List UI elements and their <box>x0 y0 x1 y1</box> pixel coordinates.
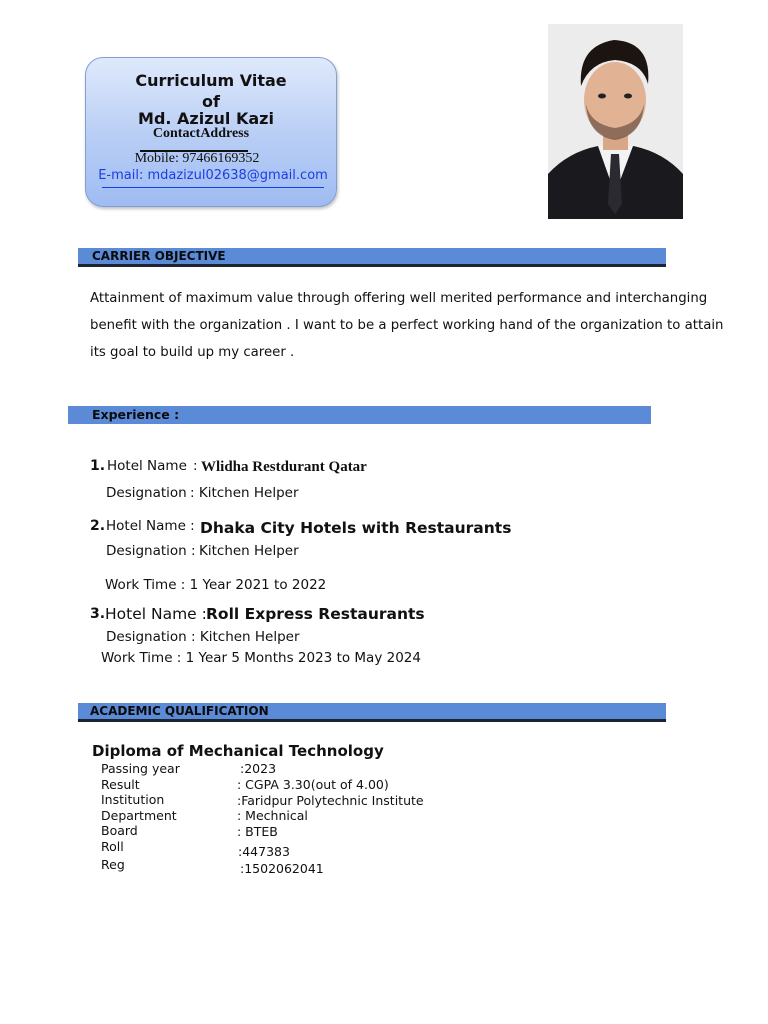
qual-label-institution: Institution <box>101 792 165 807</box>
profile-photo <box>548 24 683 219</box>
section-heading-experience: Experience : <box>68 406 651 424</box>
email-underline <box>102 187 324 188</box>
mobile-number: Mobile: 97466169352 <box>134 151 260 166</box>
objective-text: Attainment of maximum value through offering well merited performance and interchanging benefit with the organization . I want to be a perfect working hand of the organization to attain its goal to build up my career . <box>90 291 724 360</box>
experience-number-1: 1. <box>90 458 106 474</box>
hotel-name-1: Wlidha Restdurant Qatar <box>201 459 367 475</box>
work-time-3: Work Time : 1 Year 5 Months 2023 to May 2024 <box>101 650 421 666</box>
qual-label-board: Board <box>101 823 138 838</box>
qual-label-reg: Reg <box>101 857 125 872</box>
designation-value-2: Kitchen Helper <box>199 543 299 559</box>
degree-title: Diploma of Mechanical Technology <box>92 742 384 760</box>
qual-value-institution: :Faridpur Polytechnic Institute <box>237 793 424 808</box>
hotel-label-3: Hotel Name : <box>105 605 207 623</box>
experience-number-3: 3. <box>90 606 106 622</box>
candidate-name: Md. Azizul Kazi <box>138 109 274 128</box>
hotel-sep-1: : <box>193 458 198 474</box>
hotel-name-3: Roll Express Restaurants <box>206 605 425 623</box>
section-heading-academic: ACADEMIC QUALIFICATION <box>78 703 666 722</box>
designation-value-1: : Kitchen Helper <box>190 485 299 501</box>
qual-value-board: : BTEB <box>237 824 278 839</box>
portrait-icon <box>548 24 683 219</box>
cv-header-box <box>85 57 337 207</box>
qual-value-department: : Mechnical <box>237 808 308 823</box>
qual-value-roll: :447383 <box>238 844 290 859</box>
qual-label-roll: Roll <box>101 839 124 854</box>
hotel-name-2: Dhaka City Hotels with Restaurants <box>200 519 512 537</box>
qual-value-result: : CGPA 3.30(out of 4.00) <box>237 777 389 792</box>
designation-3: Designation : Kitchen Helper <box>106 629 300 645</box>
cv-title: Curriculum Vitae <box>135 71 287 90</box>
hotel-label-2: Hotel Name : <box>106 518 195 534</box>
designation-label-1: Designation <box>106 485 187 501</box>
qual-label-department: Department <box>101 808 177 823</box>
email-link[interactable]: E-mail: mdazizul02638@gmail.com <box>98 168 328 183</box>
designation-label-2: Designation : <box>106 543 196 559</box>
experience-number-2: 2. <box>90 518 106 534</box>
qual-label-result: Result <box>101 777 140 792</box>
work-time-2: Work Time : 1 Year 2021 to 2022 <box>105 577 327 593</box>
section-heading-objective: CARRIER OBJECTIVE <box>78 248 666 267</box>
qual-value-passing-year: :2023 <box>240 761 277 776</box>
hotel-label-1: Hotel Name <box>107 458 187 474</box>
contact-heading: ContactAddress <box>152 126 250 141</box>
cv-title-of: of <box>202 92 220 111</box>
qual-label-passing-year: Passing year <box>101 761 180 776</box>
qual-value-reg: :1502062041 <box>240 861 324 876</box>
